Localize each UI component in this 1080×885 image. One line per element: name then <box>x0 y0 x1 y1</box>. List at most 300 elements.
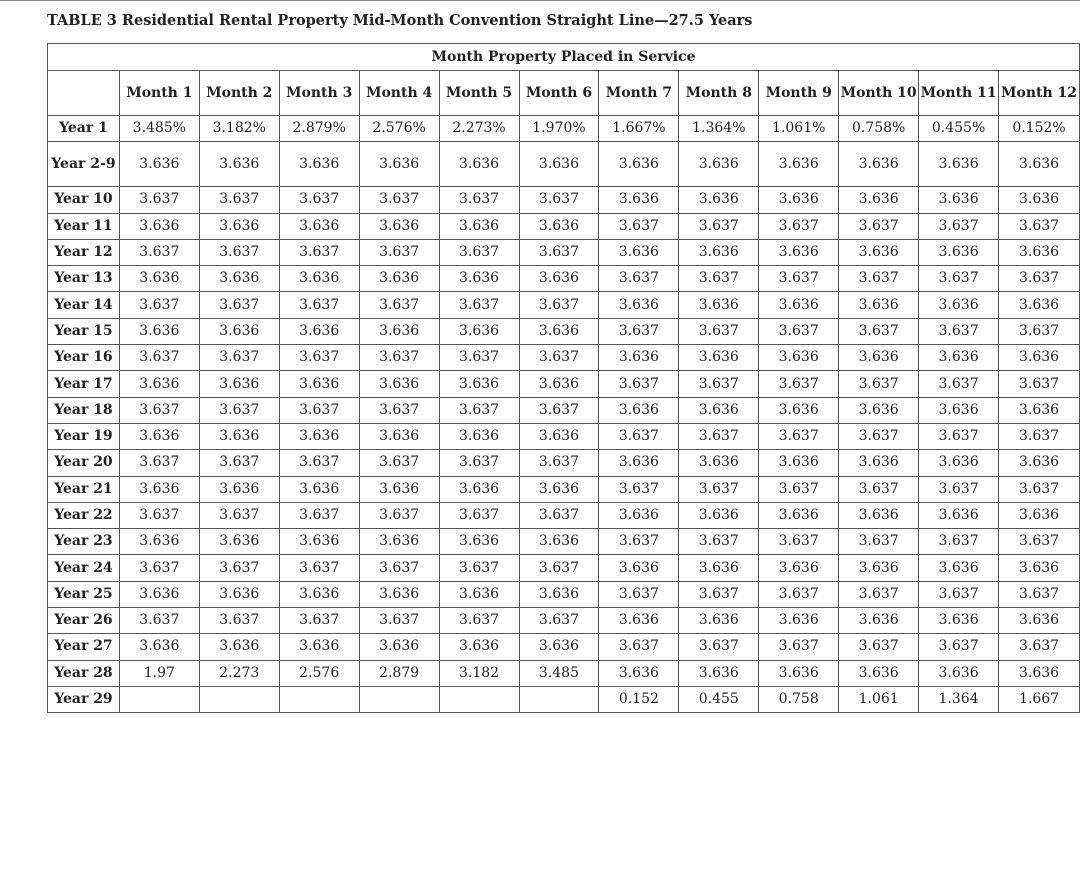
table-cell: 3.637 <box>839 529 919 555</box>
table-cell: 1.667% <box>599 116 679 142</box>
table-cell: 3.636 <box>279 423 359 449</box>
table-row <box>48 397 1080 423</box>
table-cell: 3.636 <box>359 371 439 397</box>
table-cell: 1.364 <box>919 686 999 712</box>
table-cell: 3.637 <box>599 423 679 449</box>
table-cell: 3.636 <box>199 423 279 449</box>
table-cell: 3.637 <box>679 529 759 555</box>
table-cell: 3.636 <box>279 476 359 502</box>
table-cell: 3.636 <box>679 239 759 265</box>
table-cell: 0.455% <box>919 116 999 142</box>
table-cell: 3.637 <box>119 187 199 213</box>
row-header: Year 29 <box>48 686 120 712</box>
table-cell: 3.637 <box>759 476 839 502</box>
table-cell: 3.637 <box>599 266 679 292</box>
table-cell: 3.637 <box>759 318 839 344</box>
table-cell: 3.637 <box>679 266 759 292</box>
table-cell: 3.637 <box>599 529 679 555</box>
table-cell: 3.636 <box>119 634 199 660</box>
table-cell: 3.636 <box>279 581 359 607</box>
table-cell: 1.970% <box>519 116 599 142</box>
table-cell: 3.637 <box>919 423 999 449</box>
table-cell: 3.637 <box>999 371 1080 397</box>
table-row <box>48 345 1080 371</box>
column-header: Month 6 <box>519 71 599 116</box>
table-cell: 3.636 <box>919 292 999 318</box>
table-row <box>48 450 1080 476</box>
table-cell <box>199 686 279 712</box>
table-cell: 3.637 <box>519 555 599 581</box>
table-cell: 3.636 <box>439 529 519 555</box>
table-cell: 3.636 <box>599 292 679 318</box>
table-cell: 3.636 <box>279 634 359 660</box>
table-cell: 3.636 <box>119 213 199 239</box>
table-row <box>48 502 1080 528</box>
table-row <box>48 116 1080 142</box>
table-cell: 3.636 <box>999 345 1080 371</box>
table-cell: 3.636 <box>119 529 199 555</box>
table-cell: 3.636 <box>839 502 919 528</box>
table-cell: 3.636 <box>679 187 759 213</box>
row-header: Year 27 <box>48 634 120 660</box>
table-cell: 3.636 <box>279 529 359 555</box>
table-cell: 3.637 <box>359 555 439 581</box>
table-cell: 3.637 <box>199 450 279 476</box>
table-cell: 3.636 <box>439 476 519 502</box>
table-cell: 3.637 <box>119 608 199 634</box>
table-cell <box>279 686 359 712</box>
table-cell: 3.637 <box>279 187 359 213</box>
table-cell: 3.637 <box>919 213 999 239</box>
table-cell: 3.637 <box>199 187 279 213</box>
table-cell: 3.636 <box>839 555 919 581</box>
table-cell: 3.637 <box>439 292 519 318</box>
row-header: Year 24 <box>48 555 120 581</box>
table-row <box>48 423 1080 449</box>
table-cell: 3.636 <box>919 450 999 476</box>
table-row <box>48 187 1080 213</box>
table-cell: 3.636 <box>359 266 439 292</box>
row-header: Year 1 <box>48 116 120 142</box>
table-cell: 3.637 <box>199 608 279 634</box>
table-cell: 3.636 <box>119 476 199 502</box>
table-cell: 1.061% <box>759 116 839 142</box>
row-header: Year 14 <box>48 292 120 318</box>
table-cell: 3.636 <box>279 266 359 292</box>
table-cell: 3.636 <box>919 345 999 371</box>
table-title: TABLE 3 Residential Rental Property Mid-Month Convention Straight Line—27.5 Years <box>47 12 753 29</box>
table-cell: 3.637 <box>679 318 759 344</box>
table-cell: 3.637 <box>199 239 279 265</box>
column-header: Month 4 <box>359 71 439 116</box>
table-cell: 3.636 <box>359 318 439 344</box>
table-cell: 3.637 <box>359 187 439 213</box>
table-row <box>48 660 1080 686</box>
table-cell: 0.758% <box>839 116 919 142</box>
row-header: Year 28 <box>48 660 120 686</box>
table-cell: 3.636 <box>759 239 839 265</box>
table-cell: 3.636 <box>839 142 919 187</box>
table-cell: 3.636 <box>519 423 599 449</box>
table-cell: 3.637 <box>999 634 1080 660</box>
row-header: Year 20 <box>48 450 120 476</box>
table-cell: 3.637 <box>199 292 279 318</box>
table-cell: 3.636 <box>599 608 679 634</box>
table-cell: 2.576 <box>279 660 359 686</box>
table-cell: 3.637 <box>359 292 439 318</box>
table-cell: 3.636 <box>759 142 839 187</box>
table-cell <box>119 686 199 712</box>
table-cell: 3.637 <box>279 608 359 634</box>
table-cell: 3.636 <box>519 476 599 502</box>
table-cell: 3.636 <box>679 502 759 528</box>
table-row <box>48 318 1080 344</box>
table-cell: 3.637 <box>839 423 919 449</box>
table-cell: 3.636 <box>679 555 759 581</box>
table-cell: 3.636 <box>919 660 999 686</box>
table-cell: 3.637 <box>999 213 1080 239</box>
table-cell: 1.97 <box>119 660 199 686</box>
table-cell: 3.636 <box>759 292 839 318</box>
table-cell: 0.758 <box>759 686 839 712</box>
table-cell: 3.637 <box>679 581 759 607</box>
table-cell: 3.636 <box>279 142 359 187</box>
row-header: Year 17 <box>48 371 120 397</box>
table-cell: 3.636 <box>839 187 919 213</box>
table-cell: 3.637 <box>999 529 1080 555</box>
table-cell: 3.636 <box>519 213 599 239</box>
table-cell: 3.636 <box>679 397 759 423</box>
table-cell: 3.637 <box>599 634 679 660</box>
row-header: Year 18 <box>48 397 120 423</box>
table-cell: 1.061 <box>839 686 919 712</box>
table-cell: 3.636 <box>599 397 679 423</box>
table-cell: 3.637 <box>279 450 359 476</box>
table-cell: 3.636 <box>359 581 439 607</box>
table-cell: 3.637 <box>919 529 999 555</box>
table-cell: 3.637 <box>519 292 599 318</box>
table-row <box>48 213 1080 239</box>
table-cell: 3.637 <box>839 266 919 292</box>
column-header: Month 11 <box>919 71 999 116</box>
table-cell: 3.636 <box>759 555 839 581</box>
table-cell: 3.636 <box>599 660 679 686</box>
table-cell: 3.637 <box>359 397 439 423</box>
table-cell: 3.636 <box>759 397 839 423</box>
table-row <box>48 266 1080 292</box>
depreciation-table <box>47 43 1080 713</box>
row-header: Year 22 <box>48 502 120 528</box>
table-cell: 3.637 <box>679 371 759 397</box>
table-cell: 3.637 <box>279 397 359 423</box>
row-header: Year 10 <box>48 187 120 213</box>
table-cell: 3.637 <box>519 239 599 265</box>
row-header: Year 19 <box>48 423 120 449</box>
table-cell: 3.636 <box>599 345 679 371</box>
table-cell: 3.637 <box>439 397 519 423</box>
row-header: Year 16 <box>48 345 120 371</box>
table-cell: 3.636 <box>359 213 439 239</box>
table-cell <box>439 686 519 712</box>
table-cell: 3.637 <box>999 476 1080 502</box>
table-row <box>48 555 1080 581</box>
column-header: Month 2 <box>199 71 279 116</box>
table-cell: 3.637 <box>759 371 839 397</box>
table-cell: 1.364% <box>679 116 759 142</box>
table-cell: 3.637 <box>519 187 599 213</box>
table-cell: 3.637 <box>999 266 1080 292</box>
table-cell: 3.636 <box>759 187 839 213</box>
table-cell: 3.637 <box>279 345 359 371</box>
table-cell: 3.636 <box>359 142 439 187</box>
table-cell: 3.637 <box>679 476 759 502</box>
table-cell: 3.182% <box>199 116 279 142</box>
table-cell: 3.636 <box>999 555 1080 581</box>
table-cell: 3.637 <box>999 423 1080 449</box>
table-cell: 3.637 <box>199 397 279 423</box>
table-cell: 3.636 <box>919 608 999 634</box>
row-header: Year 12 <box>48 239 120 265</box>
table-cell: 3.636 <box>199 529 279 555</box>
table-cell: 3.636 <box>999 239 1080 265</box>
table-cell: 3.636 <box>919 555 999 581</box>
table-cell: 3.636 <box>519 581 599 607</box>
column-header: Month 9 <box>759 71 839 116</box>
table-cell: 3.636 <box>359 423 439 449</box>
table-cell <box>359 686 439 712</box>
table-cell: 3.637 <box>679 634 759 660</box>
table-cell: 3.637 <box>279 239 359 265</box>
table-cell: 3.636 <box>999 292 1080 318</box>
table-cell: 2.273 <box>199 660 279 686</box>
table-cell: 3.636 <box>199 581 279 607</box>
table-cell: 3.637 <box>519 608 599 634</box>
table-cell: 3.637 <box>519 397 599 423</box>
table-cell: 3.636 <box>999 660 1080 686</box>
table-row <box>48 529 1080 555</box>
table-cell: 3.636 <box>679 292 759 318</box>
table-cell: 3.636 <box>679 608 759 634</box>
row-header: Year 25 <box>48 581 120 607</box>
table-cell: 0.152 <box>599 686 679 712</box>
table-row <box>48 634 1080 660</box>
table-cell: 3.637 <box>359 239 439 265</box>
table-cell: 3.636 <box>439 634 519 660</box>
table-cell: 3.637 <box>839 476 919 502</box>
table-cell: 3.636 <box>839 239 919 265</box>
table-cell: 3.637 <box>119 345 199 371</box>
table-cell: 3.636 <box>919 397 999 423</box>
table-cell: 3.636 <box>759 450 839 476</box>
table-cell: 3.636 <box>199 476 279 502</box>
table-cell: 3.637 <box>599 476 679 502</box>
table-cell: 2.879 <box>359 660 439 686</box>
table-cell: 3.636 <box>199 142 279 187</box>
row-header: Year 23 <box>48 529 120 555</box>
table-cell: 3.637 <box>519 345 599 371</box>
table-cell: 3.636 <box>439 423 519 449</box>
table-cell: 3.637 <box>599 318 679 344</box>
table-cell: 3.636 <box>119 581 199 607</box>
table-cell: 2.879% <box>279 116 359 142</box>
table-cell: 3.636 <box>439 581 519 607</box>
table-cell: 3.637 <box>759 529 839 555</box>
table-cell: 0.152% <box>999 116 1080 142</box>
group-header: Month Property Placed in Service <box>48 44 1080 71</box>
table-cell: 3.636 <box>199 371 279 397</box>
table-cell: 3.636 <box>279 213 359 239</box>
table-cell: 3.637 <box>439 608 519 634</box>
table-cell: 3.637 <box>679 423 759 449</box>
table-cell: 3.182 <box>439 660 519 686</box>
table-cell: 3.637 <box>919 634 999 660</box>
table-cell: 3.637 <box>119 502 199 528</box>
table-row <box>48 581 1080 607</box>
table-cell: 3.637 <box>759 213 839 239</box>
table-cell: 3.636 <box>839 660 919 686</box>
table-cell: 3.636 <box>199 213 279 239</box>
table-cell: 3.485 <box>519 660 599 686</box>
table-cell: 3.636 <box>359 476 439 502</box>
table-cell: 3.636 <box>999 502 1080 528</box>
table-cell: 3.636 <box>279 318 359 344</box>
table-cell: 3.636 <box>759 660 839 686</box>
table-cell: 3.636 <box>279 371 359 397</box>
top-rule <box>0 0 1080 1</box>
table-cell: 3.637 <box>279 502 359 528</box>
table-cell: 3.637 <box>839 634 919 660</box>
table-cell: 3.637 <box>919 476 999 502</box>
table-cell: 3.637 <box>759 634 839 660</box>
table-cell: 3.637 <box>759 423 839 449</box>
table-cell: 3.637 <box>439 345 519 371</box>
table-cell: 3.636 <box>679 660 759 686</box>
table-cell: 3.636 <box>679 142 759 187</box>
table-cell: 0.455 <box>679 686 759 712</box>
table-cell: 3.636 <box>199 266 279 292</box>
table-cell: 3.637 <box>839 318 919 344</box>
table-cell: 3.636 <box>359 634 439 660</box>
column-header: Month 5 <box>439 71 519 116</box>
row-header: Year 2-9 <box>48 142 120 187</box>
table-cell: 3.636 <box>839 450 919 476</box>
table-cell: 3.636 <box>119 142 199 187</box>
table-cell: 3.637 <box>599 581 679 607</box>
table-cell: 3.636 <box>439 371 519 397</box>
table-cell: 3.637 <box>439 555 519 581</box>
table-cell: 3.636 <box>999 608 1080 634</box>
table-row <box>48 686 1080 712</box>
table-cell: 3.637 <box>999 318 1080 344</box>
column-header: Month 3 <box>279 71 359 116</box>
table-cell: 3.637 <box>439 187 519 213</box>
table-cell: 3.636 <box>599 142 679 187</box>
table-row <box>48 142 1080 187</box>
table-cell: 3.637 <box>919 266 999 292</box>
table-cell: 3.637 <box>119 555 199 581</box>
table-cell: 3.637 <box>919 581 999 607</box>
table-row <box>48 239 1080 265</box>
table-cell: 3.636 <box>919 502 999 528</box>
table-cell: 3.637 <box>199 345 279 371</box>
table-cell: 3.636 <box>839 608 919 634</box>
row-header: Year 15 <box>48 318 120 344</box>
table-cell: 3.637 <box>759 266 839 292</box>
table-cell: 3.637 <box>679 213 759 239</box>
column-header: Month 7 <box>599 71 679 116</box>
table-cell: 3.637 <box>119 450 199 476</box>
table-cell: 2.273% <box>439 116 519 142</box>
table-cell: 3.636 <box>599 502 679 528</box>
table-cell: 3.636 <box>359 529 439 555</box>
table-cell: 3.636 <box>759 502 839 528</box>
table-cell: 3.636 <box>519 529 599 555</box>
table-cell: 3.636 <box>999 142 1080 187</box>
row-header: Year 21 <box>48 476 120 502</box>
table-cell: 3.636 <box>519 318 599 344</box>
table-cell: 3.636 <box>919 187 999 213</box>
table-cell: 3.636 <box>919 142 999 187</box>
table-cell: 3.485% <box>119 116 199 142</box>
table-cell: 1.667 <box>999 686 1080 712</box>
table-cell: 3.636 <box>519 634 599 660</box>
table-cell: 3.636 <box>519 142 599 187</box>
column-header: Month 10 <box>839 71 919 116</box>
table-cell: 3.637 <box>919 371 999 397</box>
table-cell: 3.637 <box>519 450 599 476</box>
column-header: Month 8 <box>679 71 759 116</box>
table-cell: 3.637 <box>439 502 519 528</box>
table-cell: 3.637 <box>279 555 359 581</box>
table-cell: 3.637 <box>599 213 679 239</box>
table-cell: 2.576% <box>359 116 439 142</box>
table-cell: 3.637 <box>199 502 279 528</box>
table-cell: 3.637 <box>279 292 359 318</box>
table-cell: 3.636 <box>439 142 519 187</box>
table-cell: 3.637 <box>439 450 519 476</box>
table-cell: 3.637 <box>119 397 199 423</box>
table-cell: 3.636 <box>599 450 679 476</box>
column-header: Month 12 <box>999 71 1080 116</box>
table-cell: 3.637 <box>999 581 1080 607</box>
table-cell: 3.636 <box>759 345 839 371</box>
table-cell: 3.637 <box>839 213 919 239</box>
corner-cell <box>48 71 120 116</box>
table-cell: 3.637 <box>439 239 519 265</box>
table-cell: 3.636 <box>999 450 1080 476</box>
table-cell: 3.636 <box>519 266 599 292</box>
table-cell: 3.637 <box>919 318 999 344</box>
table-cell: 3.636 <box>999 187 1080 213</box>
table-cell: 3.636 <box>839 345 919 371</box>
table-cell: 3.637 <box>759 581 839 607</box>
table-cell: 3.636 <box>599 187 679 213</box>
table-cell: 3.637 <box>119 239 199 265</box>
table-row <box>48 608 1080 634</box>
table-cell <box>519 686 599 712</box>
table-cell: 3.636 <box>999 397 1080 423</box>
table-cell: 3.636 <box>119 423 199 449</box>
table-row <box>48 292 1080 318</box>
table-cell: 3.637 <box>359 502 439 528</box>
table-cell: 3.636 <box>199 318 279 344</box>
table-cell: 3.637 <box>359 608 439 634</box>
table-cell: 3.636 <box>679 450 759 476</box>
table-cell: 3.636 <box>679 345 759 371</box>
table-cell: 3.636 <box>599 239 679 265</box>
table-cell: 3.636 <box>439 266 519 292</box>
table-cell: 3.636 <box>439 318 519 344</box>
